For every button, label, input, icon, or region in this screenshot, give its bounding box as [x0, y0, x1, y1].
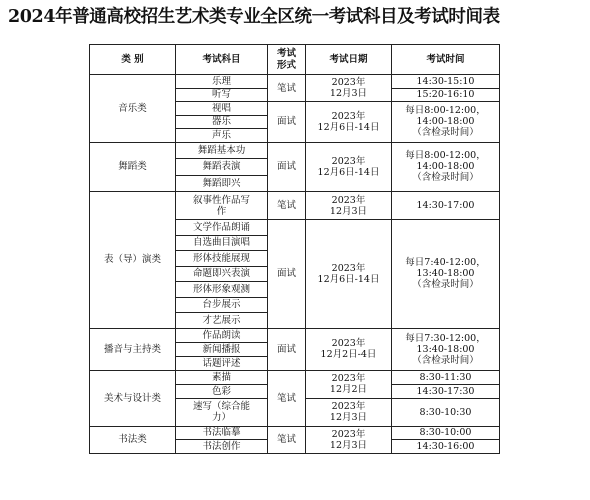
time-cell: 每日7:40-12:00， 13:40-18:00 （含检录时间） — [392, 220, 500, 329]
format-cell: 面试 — [268, 142, 306, 192]
header-time: 考试时间 — [392, 45, 500, 75]
page-title: 2024年普通高校招生艺术类专业全区统一考试科目及考试时间表 — [8, 7, 500, 27]
subject-cell: 台步展示 — [176, 297, 268, 313]
header-format: 考试 形式 — [268, 45, 306, 75]
format-cell: 笔试 — [268, 192, 306, 220]
subject-cell: 速写（综合能 力） — [176, 398, 268, 426]
subject-cell: 舞蹈表演 — [176, 159, 268, 176]
category-calligraphy: 书法类 — [90, 426, 176, 453]
table-row — [90, 426, 500, 440]
time-cell: 14:30-15:10 — [392, 75, 500, 89]
subject-cell: 话题评述 — [176, 356, 268, 370]
subject-cell: 自选曲目演唱 — [176, 235, 268, 251]
subject-cell: 舞蹈即兴 — [176, 175, 268, 192]
time-cell: 每日8:00-12:00， 14:00-18:00 （含检录时间） — [392, 102, 500, 143]
date-cell: 2023年 12月6日-14日 — [306, 102, 392, 143]
subject-cell: 新闻播报 — [176, 342, 268, 356]
subject-cell: 器乐 — [176, 115, 268, 129]
date-cell: 2023年 12月3日 — [306, 192, 392, 220]
format-cell: 面试 — [268, 102, 306, 143]
time-cell: 15:20-16:10 — [392, 88, 500, 102]
subject-cell: 视唱 — [176, 102, 268, 116]
table-row — [90, 192, 500, 220]
date-cell: 2023年 12月6日-14日 — [306, 220, 392, 329]
time-cell: 8:30-10:00 — [392, 426, 500, 440]
subject-cell: 舞蹈基本功 — [176, 142, 268, 159]
subject-cell: 叙事性作品写 作 — [176, 192, 268, 220]
subject-cell: 素描 — [176, 370, 268, 384]
subject-cell: 命题即兴表演 — [176, 266, 268, 282]
time-cell: 14:30-17:30 — [392, 384, 500, 398]
date-cell: 2023年 12月2日 — [306, 370, 392, 398]
time-cell: 每日7:30-12:00， 13:40-18:00 （含检录时间） — [392, 328, 500, 370]
date-cell: 2023年 12月3日 — [306, 398, 392, 426]
time-cell: 14:30-16:00 — [392, 440, 500, 454]
table-header-row — [90, 45, 500, 75]
category-art: 美术与设计类 — [90, 370, 176, 426]
format-cell: 笔试 — [268, 370, 306, 426]
subject-cell: 乐理 — [176, 75, 268, 89]
exam-schedule-table — [89, 44, 500, 454]
category-performance: 表（导）演类 — [90, 192, 176, 329]
date-cell: 2023年 12月3日 — [306, 75, 392, 102]
subject-cell: 声乐 — [176, 129, 268, 143]
subject-cell: 听写 — [176, 88, 268, 102]
format-cell: 面试 — [268, 328, 306, 370]
time-cell: 8:30-11:30 — [392, 370, 500, 384]
subject-cell: 形体技能展现 — [176, 251, 268, 267]
subject-cell: 才艺展示 — [176, 313, 268, 329]
subject-cell: 书法临摹 — [176, 426, 268, 440]
date-cell: 2023年 12月6日-14日 — [306, 142, 392, 192]
header-date: 考试日期 — [306, 45, 392, 75]
format-cell: 面试 — [268, 220, 306, 329]
format-cell: 笔试 — [268, 75, 306, 102]
subject-cell: 色彩 — [176, 384, 268, 398]
date-cell: 2023年 12月3日 — [306, 426, 392, 453]
subject-cell: 文学作品朗诵 — [176, 220, 268, 236]
category-music: 音乐类 — [90, 75, 176, 143]
header-category: 类 别 — [90, 45, 176, 75]
subject-cell: 形体形象观测 — [176, 282, 268, 298]
table-row — [90, 142, 500, 159]
table-row — [90, 370, 500, 384]
date-cell: 2023年 12月2日-4日 — [306, 328, 392, 370]
time-cell: 14:30-17:00 — [392, 192, 500, 220]
category-broadcast: 播音与主持类 — [90, 328, 176, 370]
header-subject: 考试科目 — [176, 45, 268, 75]
subject-cell: 作品朗读 — [176, 328, 268, 342]
subject-cell: 书法创作 — [176, 440, 268, 454]
time-cell: 8:30-10:30 — [392, 398, 500, 426]
category-dance: 舞蹈类 — [90, 142, 176, 192]
table-row — [90, 328, 500, 342]
time-cell: 每日8:00-12:00， 14:00-18:00 （含检录时间） — [392, 142, 500, 192]
format-cell: 笔试 — [268, 426, 306, 453]
table-row — [90, 75, 500, 89]
